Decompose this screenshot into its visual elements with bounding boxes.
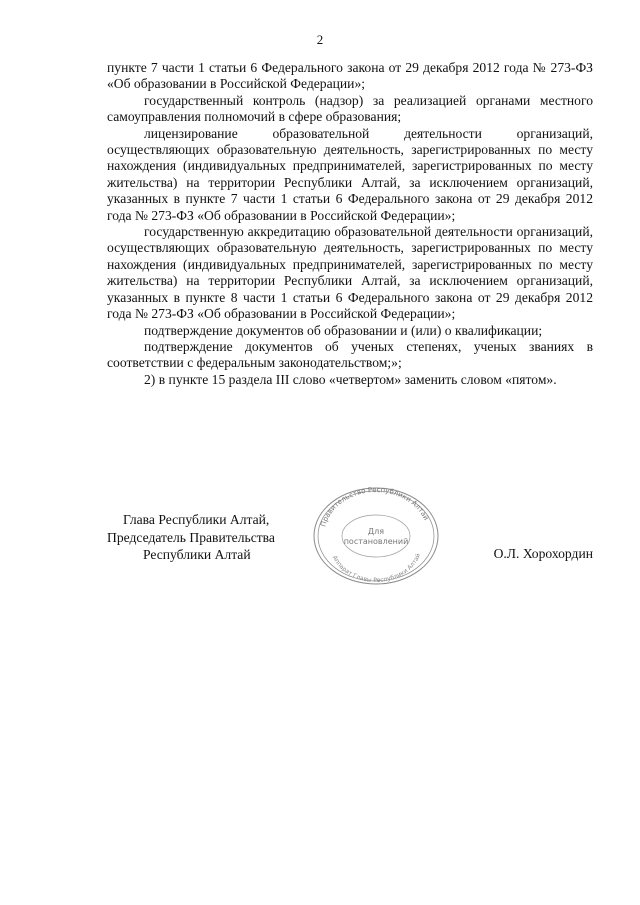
paragraph-6: подтверждение документов об ученых степенях, ученых званиях в соответствии с федеральным законодательством;»; — [107, 338, 593, 371]
stamp-center-line-2: постановлений — [343, 537, 409, 546]
page-number: 2 — [316, 32, 324, 47]
signature-title-line-3: Республики Алтай — [143, 547, 251, 562]
document-body — [107, 60, 593, 388]
signature-title-line-1: Глава Республики Алтай, — [123, 512, 270, 527]
signature-block — [107, 511, 275, 564]
stamp-center-line-1: Для — [367, 527, 385, 536]
paragraph-3: лицензирование образовательной деятельности организаций, осуществляющих образовательную деятельность, зарегистрированных по месту нахождения (индивидуальных предпринимателей, зарегистрированных по месту жительства) на территории Республики Алтай, за исключением организаций, указанных в пункте 7 части 1 статьи 6 Федерального закона от 29 декабря 2012 года № 273-ФЗ «Об образовании в Российской Федерации»; — [107, 125, 593, 223]
paragraph-4: государственную аккредитацию образовательной деятельности организаций, осуществляющих образовательную деятельность, зарегистрированных по месту нахождения (индивидуальных предпринимателей, зарегистрированных по месту жительства) на территории Республики Алтай, за исключением организаций, указанных в пункте 8 части 1 статьи 6 Федерального закона от 29 декабря 2012 года № 273-ФЗ «Об образовании в Российской Федерации»; — [107, 224, 593, 322]
stamp-ring-text-bottom: Аппарат Главы Республики Алтай — [330, 552, 423, 585]
paragraph-5: подтверждение документов об образовании и (или) о квалификации; — [144, 322, 543, 338]
paragraph-2: государственный контроль (надзор) за реализацией органами местного самоуправления полномочий в сфере образования; — [107, 92, 593, 125]
paragraph-1: пункте 7 части 1 статьи 6 Федерального закона от 29 декабря 2012 года № 273-ФЗ «Об образовании в Российской Федерации»; — [107, 60, 593, 92]
paragraph-7: 2) в пункте 15 раздела III слово «четвертом» заменить словом «пятом». — [144, 371, 557, 387]
stamp-ring-text-top: Правительство Республики Алтай — [319, 486, 431, 528]
signature-title-line-2: Председатель Правительства — [107, 529, 275, 545]
official-stamp-icon — [312, 486, 440, 586]
signer-name: О.Л. Хорохордин — [493, 546, 593, 561]
